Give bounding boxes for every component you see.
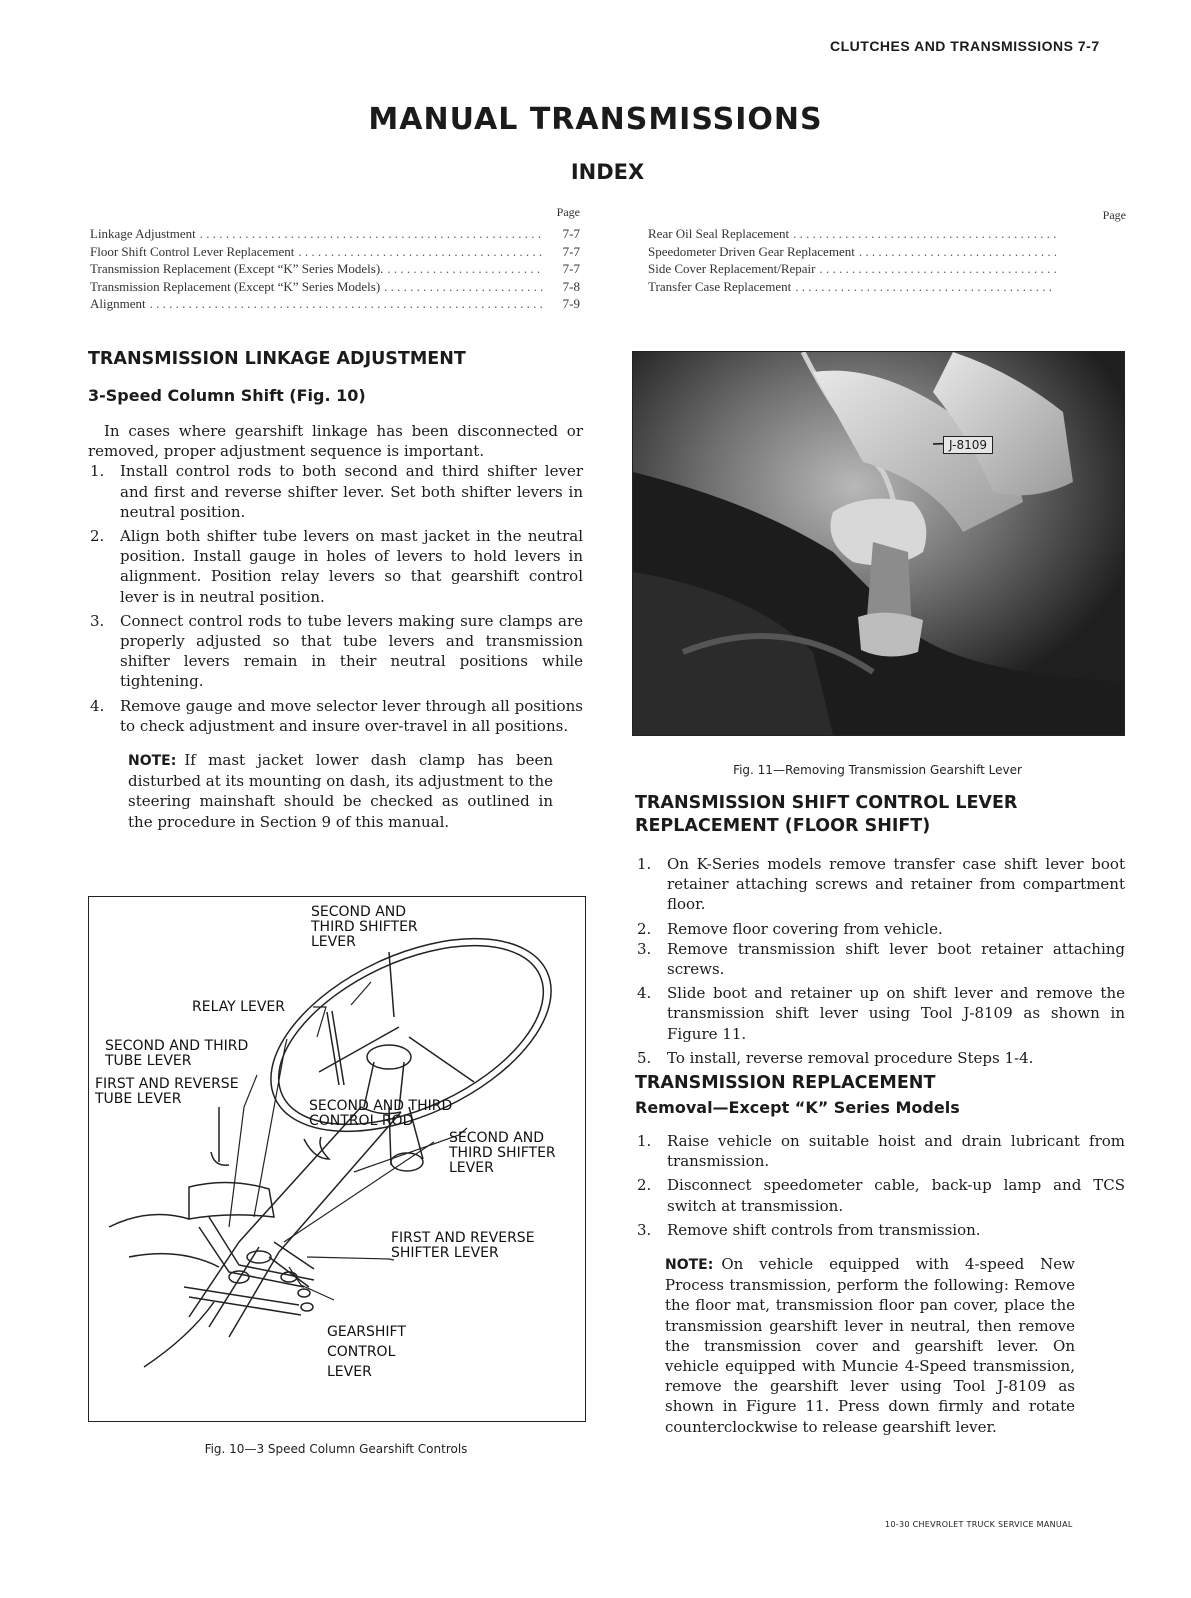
figure-11-caption: Fig. 11—Removing Transmission Gearshift Lever <box>733 763 1022 777</box>
section-heading: TRANSMISSION LINKAGE ADJUSTMENT <box>88 349 466 369</box>
list-item: 4. Remove gauge and move selector lever through all positions to check adjustment and insure over-travel in all positions. <box>90 696 583 735</box>
shift-control-section <box>635 792 1125 1072</box>
section-heading: REPLACEMENT (FLOOR SHIFT) <box>635 816 931 836</box>
list-item: 3. Remove shift controls from transmission. <box>637 1220 981 1239</box>
running-header: CLUTCHES AND TRANSMISSIONS 7-7 <box>830 38 1100 54</box>
index-entry[interactable]: Rear Oil Seal Replacement . . . <box>648 225 1060 243</box>
figure-10-diagram <box>88 896 586 1422</box>
index-entry[interactable]: Transfer Case Replacement . . . <box>648 278 1060 296</box>
label-second-third-shifter-top: SECOND AND THIRD SHIFTER LEVER <box>311 904 418 950</box>
label-second-third-tube: SECOND AND THIRD TUBE LEVER <box>105 1038 249 1069</box>
index-entry[interactable]: Transmission Replacement (Except “K” Series Models). . . . 7-7 <box>90 260 580 278</box>
subsection-heading: 3-Speed Column Shift (Fig. 10) <box>88 386 366 405</box>
index-page-label: Page <box>556 205 580 219</box>
index-left-column <box>90 205 580 313</box>
subsection-heading: Removal—Except “K” Series Models <box>635 1098 960 1117</box>
label-relay-lever: RELAY LEVER <box>192 999 285 1015</box>
label-first-reverse-shifter: FIRST AND REVERSE SHIFTER LEVER <box>391 1230 535 1261</box>
index-heading: INDEX <box>570 160 645 184</box>
list-item: 3. Remove transmission shift lever boot retainer attaching screws. <box>637 939 1125 979</box>
index-entry[interactable]: Floor Shift Control Lever Replacement . . . 7-7 <box>90 243 580 261</box>
section-heading: TRANSMISSION SHIFT CONTROL LEVER <box>635 793 1018 813</box>
index-entry[interactable]: Speedometer Driven Gear Replacement . . . <box>648 243 1060 261</box>
replacement-steps <box>635 1131 1125 1240</box>
page-title: MANUAL TRANSMISSIONS <box>368 102 823 137</box>
list-item: 2. Remove floor covering from vehicle. <box>637 919 943 938</box>
shift-control-steps <box>635 854 1125 1068</box>
list-item: 5. To install, reverse removal procedure Steps 1-4. <box>637 1048 1034 1067</box>
linkage-note: NOTE: If mast jacket lower dash clamp has been disturbed at its mounting on dash, its adjustment to the steering mainshaft should be checked as outlined in the procedure in Section 9 of this manual. <box>128 751 553 831</box>
footer: 10-30 CHEVROLET TRUCK SERVICE MANUAL <box>885 1520 1073 1529</box>
list-item: 2. Align both shifter tube levers on mast jacket in the neutral position. Install gauge in holes of levers to hold levers in alignment. Position relay levers so that gearshift control lever is in neutral position. <box>90 527 583 606</box>
list-item: 2. Disconnect speedometer cable, back-up lamp and TCS switch at transmission. <box>637 1176 1125 1215</box>
label-second-third-rod: SECOND AND THIRD CONTROL ROD <box>309 1098 453 1129</box>
list-item: 1. Install control rods to both second and third shifter lever and first and reverse shifter lever. Set both shifter levers in neutral position. <box>90 462 583 521</box>
label-second-third-shifter-right: SECOND AND THIRD SHIFTER LEVER <box>449 1130 556 1176</box>
linkage-section <box>88 348 583 832</box>
index-right-column <box>648 208 1126 295</box>
intro-paragraph: In cases where gearshift linkage has been disconnected or removed, proper adjustment sequence is important. <box>88 422 583 461</box>
list-item: 3. Connect control rods to tube levers making sure clamps are properly adjusted so that tube levers and transmission shifter levers remain in their neutral positions while tightening. <box>90 611 583 691</box>
replacement-section <box>635 1072 1125 1437</box>
index-entry[interactable]: Side Cover Replacement/Repair . . . <box>648 260 1060 278</box>
index-entry[interactable]: Alignment . . . 7-9 <box>90 295 580 313</box>
list-item: 1. Raise vehicle on suitable hoist and drain lubricant from transmission. <box>637 1132 1125 1171</box>
section-heading: TRANSMISSION REPLACEMENT <box>635 1073 936 1093</box>
replacement-note: NOTE: On vehicle equipped with 4-speed New Process transmission, perform the following: Remove the floor mat, transmission floor pan cover, place the transmission gearshift lever in neutral, then remove the transmission cover and gearshift lever. On vehicle equipped with Muncie 4-Speed transmission, remove the gearshift lever using Tool J-8109 as shown in Figure 11. Press down firmly and rotate counterclockwise to release gearshift lever. <box>665 1255 1075 1436</box>
linkage-steps <box>88 461 583 736</box>
photo-illustration <box>633 352 1124 735</box>
index-entry[interactable]: Transmission Replacement (Except “K” Series Models) . . . 7-8 <box>90 278 580 296</box>
list-item: 4. Slide boot and retainer up on shift lever and remove the transmission shift lever using Tool J-8109 as shown in Figure 11. <box>637 984 1125 1043</box>
index-page-label: Page <box>1102 208 1126 222</box>
label-first-reverse-tube: FIRST AND REVERSE TUBE LEVER <box>95 1076 239 1107</box>
figure-10-caption: Fig. 10—3 Speed Column Gearshift Controls <box>204 1442 468 1456</box>
figure-11-photo <box>632 351 1125 736</box>
list-item: 1. On K-Series models remove transfer case shift lever boot retainer attaching screws and retainer from compartment floor. <box>637 855 1125 914</box>
label-gearshift-control: GEARSHIFT CONTROL LEVER <box>327 1324 406 1380</box>
tool-tag: J-8109 <box>943 436 993 454</box>
index-entry[interactable]: Linkage Adjustment . . . 7-7 <box>90 225 580 243</box>
